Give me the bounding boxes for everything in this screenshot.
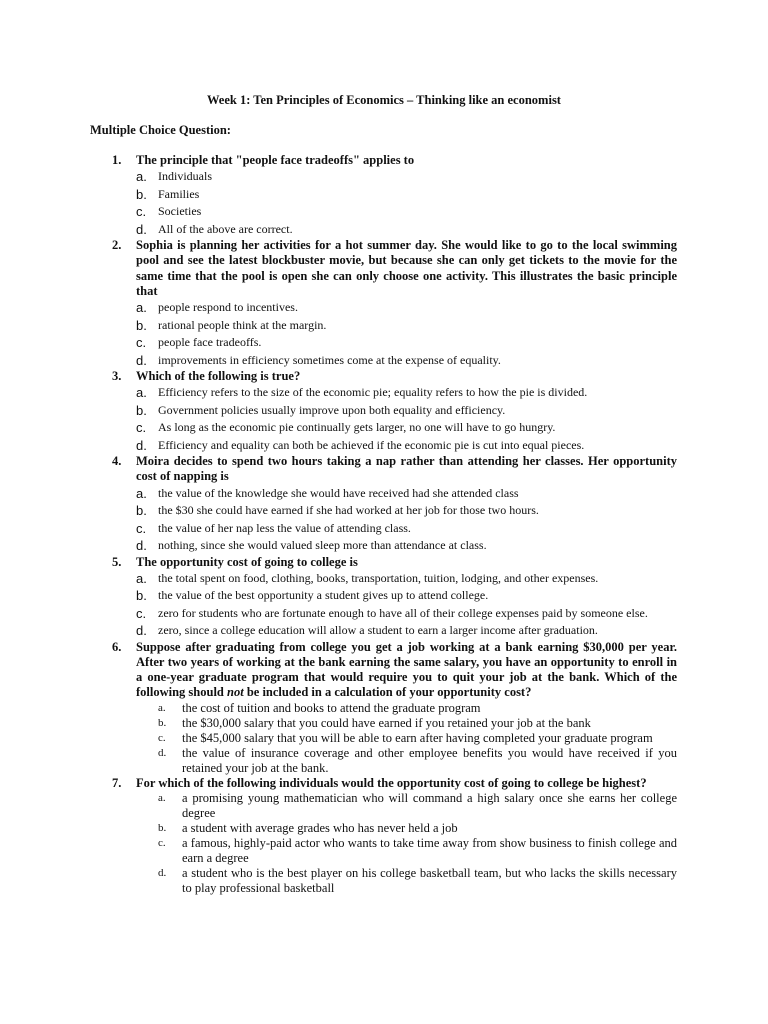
- option-letter: d.: [136, 437, 147, 453]
- option-letter: d.: [158, 866, 167, 879]
- section-heading: Multiple Choice Question:: [90, 123, 231, 137]
- option-a: [136, 701, 677, 716]
- option-letter: d.: [158, 746, 167, 759]
- option-d: [136, 866, 677, 896]
- option-text: the value of her nap less the value of attending class.: [158, 520, 411, 535]
- question-number: 3.: [112, 369, 122, 384]
- option-d: [136, 746, 677, 776]
- option-text: people face tradeoffs.: [158, 335, 262, 350]
- option-letter: c.: [136, 420, 147, 436]
- question-text: The opportunity cost of going to college is: [136, 554, 358, 569]
- option-b: [136, 821, 677, 836]
- option-letter: a.: [136, 300, 147, 316]
- question-text: For which of the following individuals would the opportunity cost of going to college be highest?: [136, 775, 647, 790]
- option-letter: a.: [136, 385, 147, 401]
- option-text: a famous, highly-paid actor who wants to take time away from show business to finish college and earn a degree: [182, 835, 677, 865]
- option-letter: c.: [136, 335, 147, 351]
- option-letter: b.: [136, 317, 147, 333]
- option-c: [136, 419, 677, 437]
- option-text: As long as the economic pie continually gets larger, no one will have to go hungry.: [158, 420, 556, 435]
- option-c: [136, 334, 677, 352]
- question-text: The principle that "people face tradeoffs" applies to: [136, 153, 415, 167]
- question-number: 2.: [112, 238, 122, 253]
- option-letter: b.: [136, 186, 147, 202]
- question-3: [90, 369, 677, 454]
- option-letter: d.: [136, 221, 147, 237]
- option-text: a student with average grades who has never held a job: [182, 820, 458, 835]
- option-letter: b.: [158, 821, 167, 834]
- option-text: the $30 she could have earned if she had worked at her job for those two hours.: [158, 503, 539, 518]
- question-text-emphasis: not: [227, 685, 244, 700]
- question-text: Moira decides to spend two hours taking a nap rather than attending her classes. Her opportunity cost of napping is: [136, 454, 677, 484]
- option-letter: d.: [136, 352, 147, 368]
- option-letter: d.: [136, 623, 147, 639]
- option-c: [136, 203, 677, 221]
- option-text: improvements in efficiency sometimes come at the expense of equality.: [158, 352, 501, 367]
- option-letter: b.: [136, 402, 147, 418]
- option-letter: a.: [158, 791, 166, 804]
- option-c: [136, 605, 677, 623]
- option-letter: a.: [136, 169, 147, 185]
- option-text: zero, since a college education will allow a student to earn a larger income after graduation.: [158, 623, 598, 638]
- option-b: [136, 402, 677, 420]
- option-letter: b.: [158, 716, 167, 729]
- option-text: the total spent on food, clothing, books, transportation, tuition, lodging, and other expenses.: [158, 570, 599, 585]
- option-b: [136, 502, 677, 520]
- option-b: [136, 317, 677, 335]
- option-text: nothing, since she would valued sleep more than attendance at class.: [158, 538, 487, 553]
- option-b: [136, 186, 677, 204]
- option-letter: b.: [136, 503, 147, 519]
- option-letter: c.: [136, 605, 147, 621]
- question-text: Sophia is planning her activities for a hot summer day. She would like to go to the local swimming pool and see the latest blockbuster movie, but because she can only get tickets to the movie for the same time that the pool is open she can only choose one activity. This illustrates the basic principle that: [136, 238, 677, 298]
- option-c: [136, 731, 677, 746]
- option-a: [136, 570, 677, 588]
- option-a: [136, 485, 677, 503]
- question-text: [136, 640, 677, 701]
- option-text: the value of the best opportunity a student gives up to attend college.: [158, 588, 489, 603]
- option-text: Families: [158, 186, 200, 201]
- option-a: [136, 791, 677, 821]
- option-letter: a.: [158, 701, 166, 714]
- option-text: Efficiency refers to the size of the economic pie; equality refers to how the pie is divided.: [158, 385, 588, 400]
- option-text: people respond to incentives.: [158, 300, 298, 315]
- option-b: [136, 716, 677, 731]
- option-text: rational people think at the margin.: [158, 317, 327, 332]
- option-d: [136, 437, 677, 455]
- option-letter: a.: [136, 570, 147, 586]
- question-number: 1.: [112, 153, 122, 167]
- option-text: the cost of tuition and books to attend the graduate program: [182, 700, 481, 715]
- option-text: All of the above are correct.: [158, 221, 293, 236]
- option-letter: b.: [136, 588, 147, 604]
- option-a: [136, 168, 677, 186]
- option-text: the $30,000 salary that you could have earned if you retained your job at the bank: [182, 715, 591, 730]
- option-letter: c.: [158, 836, 166, 849]
- question-list: [90, 153, 677, 896]
- option-letter: c.: [136, 520, 147, 536]
- question-4: [90, 454, 677, 554]
- option-letter: c.: [158, 731, 166, 744]
- option-text: a student who is the best player on his college basketball team, but who lacks the skills necessary to play professional basketball: [182, 865, 677, 895]
- question-7: [90, 776, 677, 896]
- question-6: [90, 640, 677, 776]
- option-letter: d.: [136, 538, 147, 554]
- option-d: [136, 537, 677, 555]
- option-text: the value of insurance coverage and other employee benefits you would have received if you retained your job at the bank.: [182, 745, 677, 775]
- option-c: [136, 520, 677, 538]
- question-number: 7.: [112, 775, 122, 790]
- option-text: Societies: [158, 204, 202, 219]
- option-c: [136, 836, 677, 866]
- option-d: [136, 622, 677, 640]
- option-b: [136, 587, 677, 605]
- question-5: [90, 555, 677, 640]
- page-title: Week 1: Ten Principles of Economics – Thinking like an economist: [207, 93, 561, 107]
- option-d: [136, 221, 677, 239]
- option-letter: a.: [136, 485, 147, 501]
- question-number: 6.: [112, 639, 122, 654]
- option-text: Individuals: [158, 169, 212, 184]
- question-text-before: Suppose after graduating from college you get a job working at a bank earning $30,000 per year. After two years of working at the bank earning the same salary, you have an opportunity to enroll in a one-year graduate program that would require you to quit your job at the bank. Which of the following should: [136, 639, 677, 700]
- question-1: [90, 153, 677, 238]
- option-text: the value of the knowledge she would have received had she attended class: [158, 485, 519, 500]
- option-text: Government policies usually improve upon both equality and efficiency.: [158, 402, 506, 417]
- question-2: [90, 238, 677, 369]
- option-a: [136, 299, 677, 317]
- option-text: Efficiency and equality can both be achieved if the economic pie is cut into equal pieces.: [158, 437, 585, 452]
- question-number: 4.: [112, 454, 122, 469]
- option-text: the $45,000 salary that you will be able to earn after having completed your graduate program: [182, 730, 653, 745]
- option-text: a promising young mathematician who will command a high salary once she earns her college degree: [182, 790, 677, 820]
- question-text: Which of the following is true?: [136, 369, 301, 384]
- option-d: [136, 352, 677, 370]
- option-text: zero for students who are fortunate enough to have all of their college expenses paid by someone else.: [158, 605, 648, 620]
- question-number: 5.: [112, 554, 122, 569]
- option-letter: c.: [136, 204, 147, 220]
- option-a: [136, 384, 677, 402]
- question-text-after: be included in a calculation of your opportunity cost?: [243, 685, 532, 700]
